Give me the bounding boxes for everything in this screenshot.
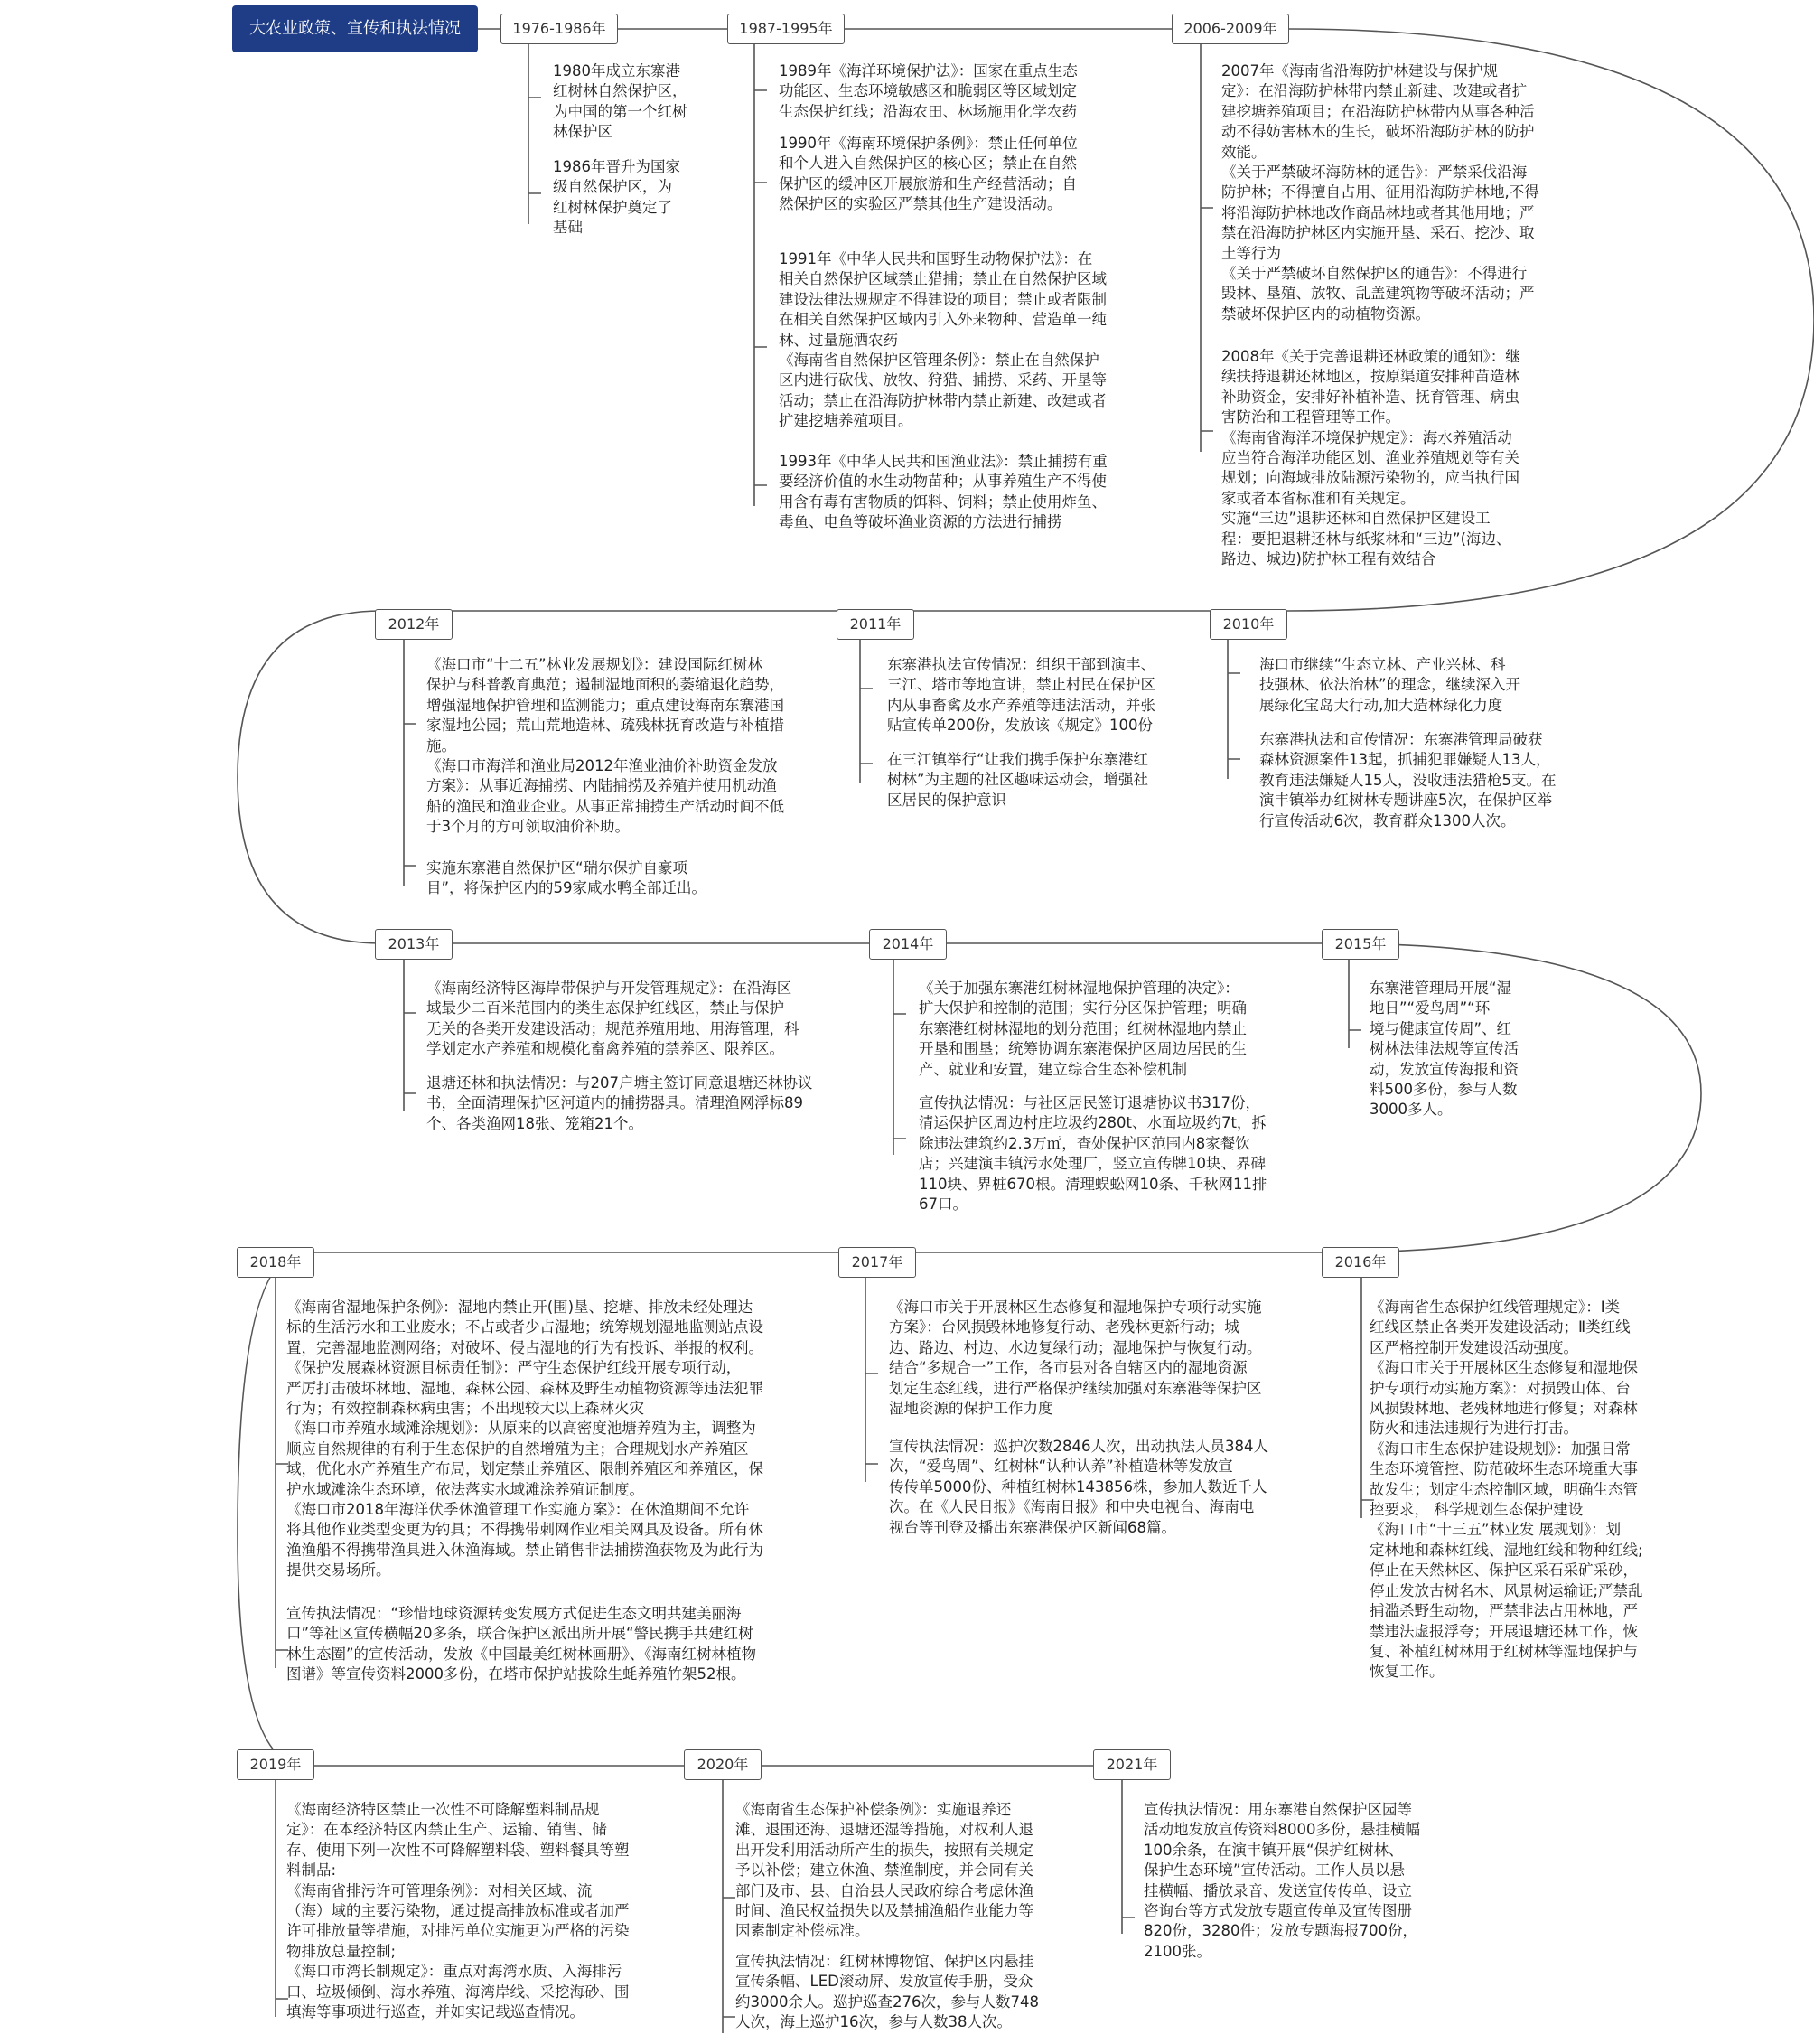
- note-line: 《海南省生态保护红线管理规定》：Ⅰ类: [1370, 1299, 1621, 1316]
- note-line: 地日”“爱鸟周”“环: [1370, 999, 1491, 1017]
- note-line: 树林”为主题的社区趣味运动会，增强社: [887, 771, 1149, 789]
- note-line: 结合“多规合一”工作，各市县对各自辖区内的湿地资源: [889, 1359, 1248, 1377]
- note-line: 宣传执法情况：“珍惜地球资源转变发展方式促进生态文明共建美丽海: [286, 1605, 742, 1622]
- note-line: 《关于严禁破坏自然保护区的通告》：不得进行: [1221, 265, 1528, 283]
- note-line: 《海南经济特区海岸带保护与开发管理规定》：在沿海区: [426, 980, 792, 997]
- note-line: 故发生；划定生态控制区域，明确生态管: [1370, 1480, 1638, 1498]
- note-line: 部门及市、县、自治县人民政府综合考虑休渔: [735, 1881, 1033, 1899]
- note-line: 宣传执法情况：用东寨港自然保护区园等: [1144, 1801, 1412, 1818]
- note-line: 风损毁林地、老残林地进行修复；对森林: [1370, 1400, 1638, 1418]
- note-line: 100余条，在演丰镇开展“保护红树林、: [1144, 1841, 1404, 1859]
- note-line: 在三江镇举行“让我们携手保护东寨港红: [887, 751, 1149, 768]
- note-line: 行宣传活动6次，教育群众1300人次。: [1259, 811, 1516, 830]
- bracket-2011: [860, 625, 873, 783]
- bracket-2017: [865, 1267, 878, 1482]
- note-line: 《海南省排污许可管理条例》：对相关区域、流: [286, 1881, 593, 1899]
- note-line: 目”，将保护区内的59家咸水鸭全部迁出。: [426, 879, 707, 897]
- note-2016-1: [1370, 1298, 1643, 1683]
- note-line: 820份，3280件；发放专题海报700份，: [1144, 1922, 1417, 1940]
- note-line: 控要求， 科学规划生态保护建设: [1370, 1501, 1584, 1519]
- note-line: 应当符合海洋功能区划、渔业养殖规划等有关: [1221, 449, 1519, 467]
- note-line: 防火和违法违规行为进行打击。: [1370, 1420, 1578, 1438]
- note-line: 实施东寨港自然保护区“瑞尔保护自豪项: [426, 859, 688, 877]
- note-line: 出开发利用活动所产生的损失，按照有关规定: [735, 1841, 1033, 1859]
- note-line: 视台等刊登及播出东寨港保护区新闻68篇。: [889, 1518, 1176, 1536]
- note-2006-2009-1: [1221, 61, 1539, 324]
- note-line: 森林资源案件13起，抓捕犯罪嫌疑人13人，: [1259, 751, 1551, 769]
- note-line: 划定生态红线，进行严格保护继续加强对东寨港等保护区: [889, 1379, 1262, 1397]
- note-line: 填海等事项进行巡查，并如实记载巡查情况。: [286, 2003, 584, 2021]
- note-2012-1: [426, 655, 784, 838]
- note-line: 《海口市海洋和渔业局2012年渔业油价补助资金发放: [426, 757, 778, 775]
- note-line: 方案》：从事近海捕捞、内陆捕捞及养殖并使用机动渔: [426, 777, 777, 795]
- year-node-2020: 2020年: [684, 1749, 762, 1780]
- note-1987-1995-4: [779, 452, 1108, 533]
- note-line: 1989年《海洋环境保护法》：国家在重点生态: [779, 62, 1078, 80]
- note-line: 提供交易场所。: [286, 1561, 391, 1580]
- note-line: 定林地和森林红线、湿地红线和物种红线;: [1370, 1541, 1643, 1559]
- note-line: 物排放总量控制;: [286, 1942, 397, 1960]
- note-line: 东寨港红树林湿地的划分范围；红树林湿地内禁止: [919, 1019, 1247, 1037]
- note-line: 然保护区的实验区严禁其他生产建设活动。: [779, 195, 1062, 213]
- year-node-1976-1986: 1976-1986年: [500, 14, 618, 44]
- bracket-2013: [404, 958, 416, 1111]
- note-line: 技强林、依法治林”的理念，继续深入开: [1259, 676, 1521, 694]
- note-1976-1986-1: [553, 61, 687, 143]
- note-line: 东寨港执法宣传情况：组织干部到演丰、: [887, 656, 1155, 673]
- note-line: 级自然保护区，为: [553, 178, 672, 196]
- note-2011-2: [887, 750, 1148, 811]
- note-line: 树林法律法规等宣传活: [1370, 1040, 1519, 1058]
- bracket-1987: [754, 43, 767, 506]
- note-line: 保护区的缓冲区开展旅游和生产经营活动；自: [779, 174, 1077, 192]
- year-node-2014: 2014年: [869, 929, 947, 960]
- bracket-2014: [893, 958, 906, 1155]
- note-line: 学划定水产养殖和规模化畜禽养殖的禁养区、限养区。: [426, 1040, 784, 1058]
- note-line: 护水域滩涂生态环境，依法落实水域滩涂养殖证制度。: [286, 1480, 644, 1498]
- year-node-2019: 2019年: [237, 1749, 314, 1780]
- note-line: 红树林保护奠定了: [553, 198, 672, 216]
- note-line: 无关的各类开发建设活动；规范养殖用地、用海管理，科: [426, 1019, 799, 1037]
- note-line: 宣传执法情况：与社区居民签订退塘协议书317份，: [919, 1094, 1260, 1111]
- note-line: 于3个月的方可领取油价补助。: [426, 818, 630, 836]
- note-line: 约3000余人。巡护巡查276次，参与人数748: [735, 1992, 1039, 2011]
- note-line: 1991年《中华人民共和国野生动物保护法》：在: [779, 250, 1093, 267]
- note-line: 林生态圈”的宣传活动，发放《中国最美红树林画册》、《海南红树林植物: [286, 1645, 757, 1663]
- note-line: 禁违法虚报浮夸；开展退塘还林工作，恢: [1370, 1622, 1638, 1640]
- note-line: 因素制定补偿标准。: [735, 1922, 870, 1940]
- note-line: 将沿海防护林地改作商品林地或者其他用地；严: [1221, 203, 1535, 221]
- note-line: 复、补植红树林用于红树林等湿地保护与: [1370, 1642, 1638, 1660]
- year-node-2018: 2018年: [237, 1247, 314, 1278]
- note-2014-2: [919, 1093, 1267, 1214]
- year-node-2013: 2013年: [375, 929, 453, 960]
- note-line: 滩、退围还海、退塘还湿等措施，对权利人退: [735, 1821, 1033, 1839]
- note-line: 区居民的保护意识: [887, 791, 1006, 809]
- note-2017-1: [889, 1298, 1262, 1419]
- note-line: 要经济价值的水生动物苗种；从事养殖生产不得使: [779, 473, 1107, 491]
- note-line: 开垦和围垦；统筹协调东寨港保护区周边居民的生: [919, 1040, 1247, 1058]
- note-line: 海口市继续“生态立林、产业兴林、科: [1259, 656, 1506, 673]
- note-line: 顺应自然规律的有利于生态保护的自然增殖为主；合理规划水产养殖区: [286, 1439, 749, 1458]
- note-line: 扩大保护和控制的范围；实行分区保护管理；明确: [919, 999, 1247, 1017]
- bracket-2006: [1201, 43, 1213, 452]
- note-line: 家湿地公园；荒山荒地造林、疏残林抚育改造与补植措: [426, 717, 784, 735]
- note-line: 宣传执法情况：巡护次数2846人次，出动执法人员384人: [889, 1438, 1268, 1455]
- note-line: 毁林、垦殖、放牧、乱盖建筑物等破坏活动；严: [1221, 285, 1535, 303]
- note-line: 效能。: [1221, 143, 1267, 161]
- note-line: 功能区、生态环境敏感区和脆弱区等区域划定: [779, 82, 1077, 100]
- note-line: 67口。: [919, 1195, 968, 1214]
- note-line: 《海南省自然保护区管理条例》：禁止在自然保护: [779, 352, 1099, 370]
- note-line: 林、过量施洒农药: [779, 331, 898, 349]
- note-line: 店；兴建演丰镇污水处理厂，竖立宣传牌10块、界碑: [919, 1155, 1266, 1173]
- note-line: 《海口市关于开展林区生态修复和湿地保护专项行动实施: [889, 1299, 1262, 1316]
- note-line: 个、各类渔网18张、笼箱21个。: [426, 1114, 643, 1132]
- note-line: 人次，海上巡护16次，参与人数38人次。: [735, 2013, 1012, 2031]
- note-line: 2008年《关于完善退耕还林政策的通知》：继: [1221, 348, 1520, 365]
- note-line: 挂横幅、播放录音、发送宣传传单、设立: [1144, 1881, 1412, 1899]
- bracket-2021: [1122, 1780, 1135, 1934]
- note-line: 实施“三边”退耕还林和自然保护区建设工: [1221, 510, 1491, 528]
- note-line: 害防治和工程管理等工作。: [1221, 408, 1400, 427]
- note-line: 规划；向海域排放陆源污染物的，应当执行国: [1221, 469, 1519, 487]
- note-line: 置，完善湿地监测网络；对破坏、侵占湿地的行为有投诉、举报的权利。: [286, 1338, 763, 1356]
- note-line: 程：要把退耕还林与纸浆林和“三边”(海边、: [1221, 530, 1511, 548]
- note-line: 捕滥杀野生动物，严禁非法占用林地，严: [1370, 1602, 1638, 1620]
- note-line: 禁在沿海防护林区内实施开垦、采石、挖沙、取: [1221, 224, 1535, 242]
- note-line: 3000多人。: [1370, 1101, 1453, 1119]
- note-line: 《海南省海洋环境保护规定》：海水养殖活动: [1221, 428, 1512, 446]
- note-line: 用含有毒有害物质的饵料、饲料；禁止使用炸鱼、: [779, 492, 1107, 511]
- note-line: 《海口市“十二五”林业发展规划》：建设国际红树林: [426, 656, 762, 673]
- year-node-2021: 2021年: [1093, 1749, 1171, 1780]
- note-line: 湿地资源的保护工作力度: [889, 1400, 1053, 1418]
- note-line: 《海南省生态保护补偿条例》：实施退养还: [735, 1801, 1012, 1818]
- note-line: 《海南经济特区禁止一次性不可降解塑料制品规: [286, 1801, 600, 1818]
- bracket-2015: [1349, 958, 1361, 1048]
- year-node-2011: 2011年: [837, 609, 914, 640]
- note-line: 予以补偿；建立休渔、禁渔制度，并会同有关: [735, 1861, 1033, 1880]
- note-2021-1: [1144, 1800, 1420, 1962]
- year-node-2015: 2015年: [1322, 929, 1399, 960]
- note-line: 《海口市2018年海洋伏季休渔管理工作实施方案》：在休渔期间不允许: [286, 1501, 750, 1519]
- note-line: 林保护区: [553, 123, 612, 141]
- note-line: 《海口市生态保护建设规划》：加强日常: [1370, 1439, 1631, 1458]
- note-line: 1986年晋升为国家: [553, 158, 680, 175]
- note-line: 扩建挖塘养殖项目。: [779, 412, 913, 430]
- note-line: 渔渔船不得携带渔具进入休渔海域。禁止销售非法捕捞渔获物及为此行为: [286, 1541, 763, 1559]
- note-line: 土等行为: [1221, 244, 1281, 262]
- note-line: 存、使用下列一次性不可降解塑料袋、塑料餐具等塑: [286, 1841, 630, 1859]
- note-line: 《海口市关于开展林区生态修复和湿地保: [1370, 1359, 1638, 1377]
- note-2018-2: [286, 1604, 756, 1685]
- note-line: 料制品:: [286, 1861, 337, 1880]
- note-line: 将其他作业类型变更为钓具；不得携带刺网作业相关网具及设备。所有休: [286, 1521, 763, 1539]
- note-line: 《海南省湿地保护条例》：湿地内禁止开(围)垦、挖塘、排放未经处理达: [286, 1299, 753, 1316]
- note-line: 区严格控制开发建设活动强度。: [1370, 1338, 1578, 1356]
- note-line: 《关于加强东寨港红树林湿地保护管理的决定》：: [919, 980, 1239, 997]
- note-line: 基础: [553, 219, 583, 237]
- note-line: 恢复工作。: [1370, 1663, 1445, 1681]
- note-line: 三江、塔市等地宣讲，禁止村民在保护区: [887, 676, 1155, 694]
- note-2017-2: [889, 1437, 1268, 1538]
- year-node-2017: 2017年: [838, 1247, 916, 1278]
- note-line: 补助资金，安排好补植补造、抚育管理、病虫: [1221, 388, 1519, 406]
- note-line: 《海口市“十三五”林业发 展规划》：划: [1370, 1521, 1622, 1539]
- note-line: 许可排放量等措施，对排污单位实施更为严格的污染: [286, 1922, 630, 1940]
- note-line: 传传单5000份、种植红树林143856株，参加人数近千人: [889, 1477, 1267, 1495]
- note-line: 110块、界桩670根。清理蜈蚣网10条、千秋网11排: [919, 1175, 1267, 1193]
- note-2020-1: [735, 1800, 1033, 1942]
- note-line: 续扶持退耕还林地区，按原渠道安排种苗造林: [1221, 368, 1519, 386]
- note-line: 产、就业和安置，建立综合生态补偿机制: [919, 1060, 1187, 1078]
- note-line: 次。在《人民日报》《海南日报》和中央电视台、海南电: [889, 1498, 1255, 1516]
- note-line: 防护林；不得擅自占用、征用沿海防护林地,不得: [1221, 183, 1539, 202]
- note-line: 生态环境管控、防范破坏生态环境重大事: [1370, 1460, 1638, 1478]
- note-2020-2: [735, 1952, 1039, 2033]
- note-line: 活动地发放宣传资料8000多份，悬挂横幅: [1144, 1821, 1420, 1839]
- year-node-2012: 2012年: [375, 609, 453, 640]
- year-node-1987-1995: 1987-1995年: [727, 14, 845, 44]
- note-line: 动不得妨害林木的生长，破坏沿海防护林的防护: [1221, 123, 1535, 141]
- bracket-2020: [723, 1780, 735, 2033]
- note-2010-1: [1259, 655, 1520, 716]
- note-line: 教育违法嫌疑人15人，没收违法猎枪5支。在: [1259, 771, 1557, 789]
- note-line: 咨询台等方式发放专题宣传单及宣传图册: [1144, 1902, 1412, 1920]
- note-line: 区内进行砍伐、放牧、狩猎、捕捞、采药、开垦等: [779, 371, 1107, 389]
- note-line: 境与健康宣传周”、红: [1370, 1019, 1512, 1037]
- note-line: 方案》：台风损毁林地修复行动、老残林更新行动；城: [889, 1318, 1239, 1336]
- note-line: 展绿化宝岛大行动,加大造林绿化力度: [1259, 696, 1503, 714]
- note-2013-2: [426, 1074, 813, 1134]
- note-line: 动，发放宣传海报和资: [1370, 1060, 1519, 1078]
- note-2019-1: [286, 1800, 630, 2022]
- note-line: 定》：在本经济特区内禁止生产、运输、销售、储: [286, 1821, 607, 1839]
- note-line: 保护与科普教育典范；遏制湿地面积的萎缩退化趋势，: [426, 676, 784, 694]
- note-1987-1995-3: [779, 249, 1107, 432]
- note-line: 清运保护区周边村庄垃圾约280t、水面垃圾约7t，拆: [919, 1114, 1267, 1132]
- note-line: 保护生态环境”宣传活动。工作人员以悬: [1144, 1861, 1406, 1880]
- note-line: 红线区禁止各类开发建设活动；Ⅱ类红线: [1370, 1318, 1631, 1336]
- note-line: 内从事畜禽及水产养殖等违法活动，并张: [887, 696, 1155, 714]
- note-line: 口、垃圾倾倒、海水养殖、海湾岸线、采挖海砂、围: [286, 1983, 630, 2001]
- note-line: 毒鱼、电鱼等破坏渔业资源的方法进行捕捞: [779, 513, 1062, 531]
- note-1987-1995-2: [779, 134, 1078, 215]
- note-line: 东寨港执法和宣传情况：东寨港管理局破获: [1259, 731, 1543, 748]
- note-2006-2009-2: [1221, 347, 1520, 569]
- note-line: 施。: [426, 736, 456, 755]
- note-2011-1: [887, 655, 1155, 736]
- note-line: 行为；有效控制森林病虫害；不出现较大以上森林火灾: [286, 1400, 644, 1418]
- note-line: 口”等社区宣传横幅20多条，联合保护区派出所开展“警民携手共建红树: [286, 1625, 753, 1643]
- note-line: 增强湿地保护管理和监测能力；重点建设海南东寨港国: [426, 696, 784, 714]
- note-line: 在相关自然保护区域内引入外来物种、营造单一纯: [779, 311, 1107, 329]
- note-line: 1990年《海南环境保护条例》：禁止任何单位: [779, 135, 1078, 152]
- note-line: 2100张。: [1144, 1942, 1211, 1960]
- note-line: 退塘还林和执法情况：与207户塘主签订同意退塘还林协议: [426, 1074, 813, 1092]
- note-line: 2007年《海南省沿海防护林建设与保护规: [1221, 62, 1498, 80]
- year-node-2006-2009: 2006-2009年: [1172, 14, 1289, 44]
- bracket-2012: [404, 625, 416, 886]
- note-line: 《海口市湾长制规定》：重点对海湾水质、入海排污: [286, 1963, 622, 1981]
- note-line: 建设法律法规规定不得建设的项目；禁止或者限制: [779, 290, 1107, 308]
- note-line: 活动；禁止在沿海防护林带内禁止新建、改建或者: [779, 391, 1107, 409]
- note-1987-1995-1: [779, 61, 1078, 122]
- note-line: （海）域的主要污染物，通过提高排放标准或者加严: [286, 1902, 630, 1920]
- note-line: 贴宣传单200份，发放该《规定》100份: [887, 717, 1153, 735]
- note-2018-1: [286, 1298, 763, 1581]
- note-line: 边、路边、村边、水边复绿行动；湿地保护与恢复行动。: [889, 1338, 1262, 1356]
- note-line: 建挖塘养殖项目；在沿海防护林带内从事各种活: [1221, 102, 1535, 120]
- note-line: 东寨港管理局开展“湿: [1370, 980, 1512, 997]
- note-line: 和个人进入自然保护区的核心区；禁止在自然: [779, 155, 1077, 173]
- note-line: 停止在天然林区、保护区采石采矿采砂，: [1370, 1561, 1638, 1580]
- note-line: 相关自然保护区域禁止猎捕；禁止在自然保护区域: [779, 270, 1107, 288]
- note-line: 为中国的第一个红树: [553, 102, 687, 120]
- note-line: 演丰镇举办红树林专题讲座5次，在保护区举: [1259, 792, 1552, 810]
- note-line: 《海口市养殖水域滩涂规划》：从原来的以高密度池塘养殖为主，调整为: [286, 1420, 756, 1438]
- note-2010-2: [1259, 730, 1557, 831]
- bracket-2010: [1228, 625, 1240, 779]
- note-line: 宣传执法情况：红树林博物馆、保护区内悬挂: [735, 1953, 1033, 1970]
- note-line: 船的渔民和渔业企业。从事正常捕捞生产活动时间不低: [426, 797, 784, 815]
- note-line: 时间、渔民权益损失以及禁捕渔船作业能力等: [735, 1902, 1033, 1920]
- note-line: 生态保护红线；沿海农田、林场施用化学农药: [779, 102, 1077, 120]
- note-line: 标的生活污水和工业废水；不占或者少占湿地；统筹规划湿地监测站点设: [286, 1318, 763, 1336]
- year-node-2016: 2016年: [1322, 1247, 1399, 1278]
- note-line: 图谱》等宣传资料2000多份，在塔市保护站拔除生蚝养殖竹架52根。: [286, 1665, 746, 1683]
- note-2013-1: [426, 979, 799, 1060]
- note-line: 严厉打击破坏林地、湿地、森林公园、森林及野生动植物资源等违法犯罪: [286, 1379, 763, 1397]
- note-2012-2: [426, 858, 706, 899]
- note-line: 域最少二百米范围内的类生态保护红线区，禁止与保护: [426, 999, 784, 1017]
- note-line: 次，“爱鸟周”、红树林“认种认养”补植造林等发放宣: [889, 1458, 1233, 1476]
- note-line: 1980年成立东寨港: [553, 62, 680, 80]
- note-line: 定》：在沿海防护林带内禁止新建、改建或者扩: [1221, 82, 1528, 100]
- note-line: 家或者本省标准和有关规定。: [1221, 489, 1416, 507]
- root-title: 大农业政策、宣传和执法情况: [232, 5, 478, 52]
- note-line: 1993年《中华人民共和国渔业法》：禁止捕捞有重: [779, 453, 1108, 470]
- note-line: 护专项行动实施方案》：对损毁山体、台: [1370, 1379, 1631, 1397]
- note-2015-1: [1370, 979, 1519, 1120]
- note-line: 宣传条幅、LED滚动屏、发放宣传手册，受众: [735, 1973, 1033, 1991]
- year-node-2010: 2010年: [1210, 609, 1287, 640]
- note-line: 域，优化水产养殖生产布局，划定禁止养殖区、限制养殖区和养殖区，保: [286, 1460, 763, 1478]
- note-line: 《保护发展森林资源目标责任制》：严守生态保护红线开展专项行动，: [286, 1359, 742, 1377]
- note-line: 《关于严禁破坏海防林的通告》：严禁采伐沿海: [1221, 164, 1528, 182]
- note-1976-1986-2: [553, 157, 680, 239]
- note-line: 路边、城边)防护林工程有效结合: [1221, 550, 1436, 568]
- note-line: 禁破坏保护区内的动植物资源。: [1221, 305, 1430, 323]
- bracket-1976: [528, 43, 541, 224]
- note-line: 停止发放古树名木、风景树运输证;严禁乱: [1370, 1581, 1643, 1599]
- note-line: 书，全面清理保护区河道内的捕捞器具。清理渔网浮标89: [426, 1094, 803, 1112]
- note-line: 除违法建筑约2.3万㎡，查处保护区范围内8家餐饮: [919, 1134, 1250, 1152]
- note-line: 红树林自然保护区，: [553, 82, 687, 100]
- note-2014-1: [919, 979, 1247, 1080]
- note-line: 料500多份，参与人数: [1370, 1081, 1518, 1099]
